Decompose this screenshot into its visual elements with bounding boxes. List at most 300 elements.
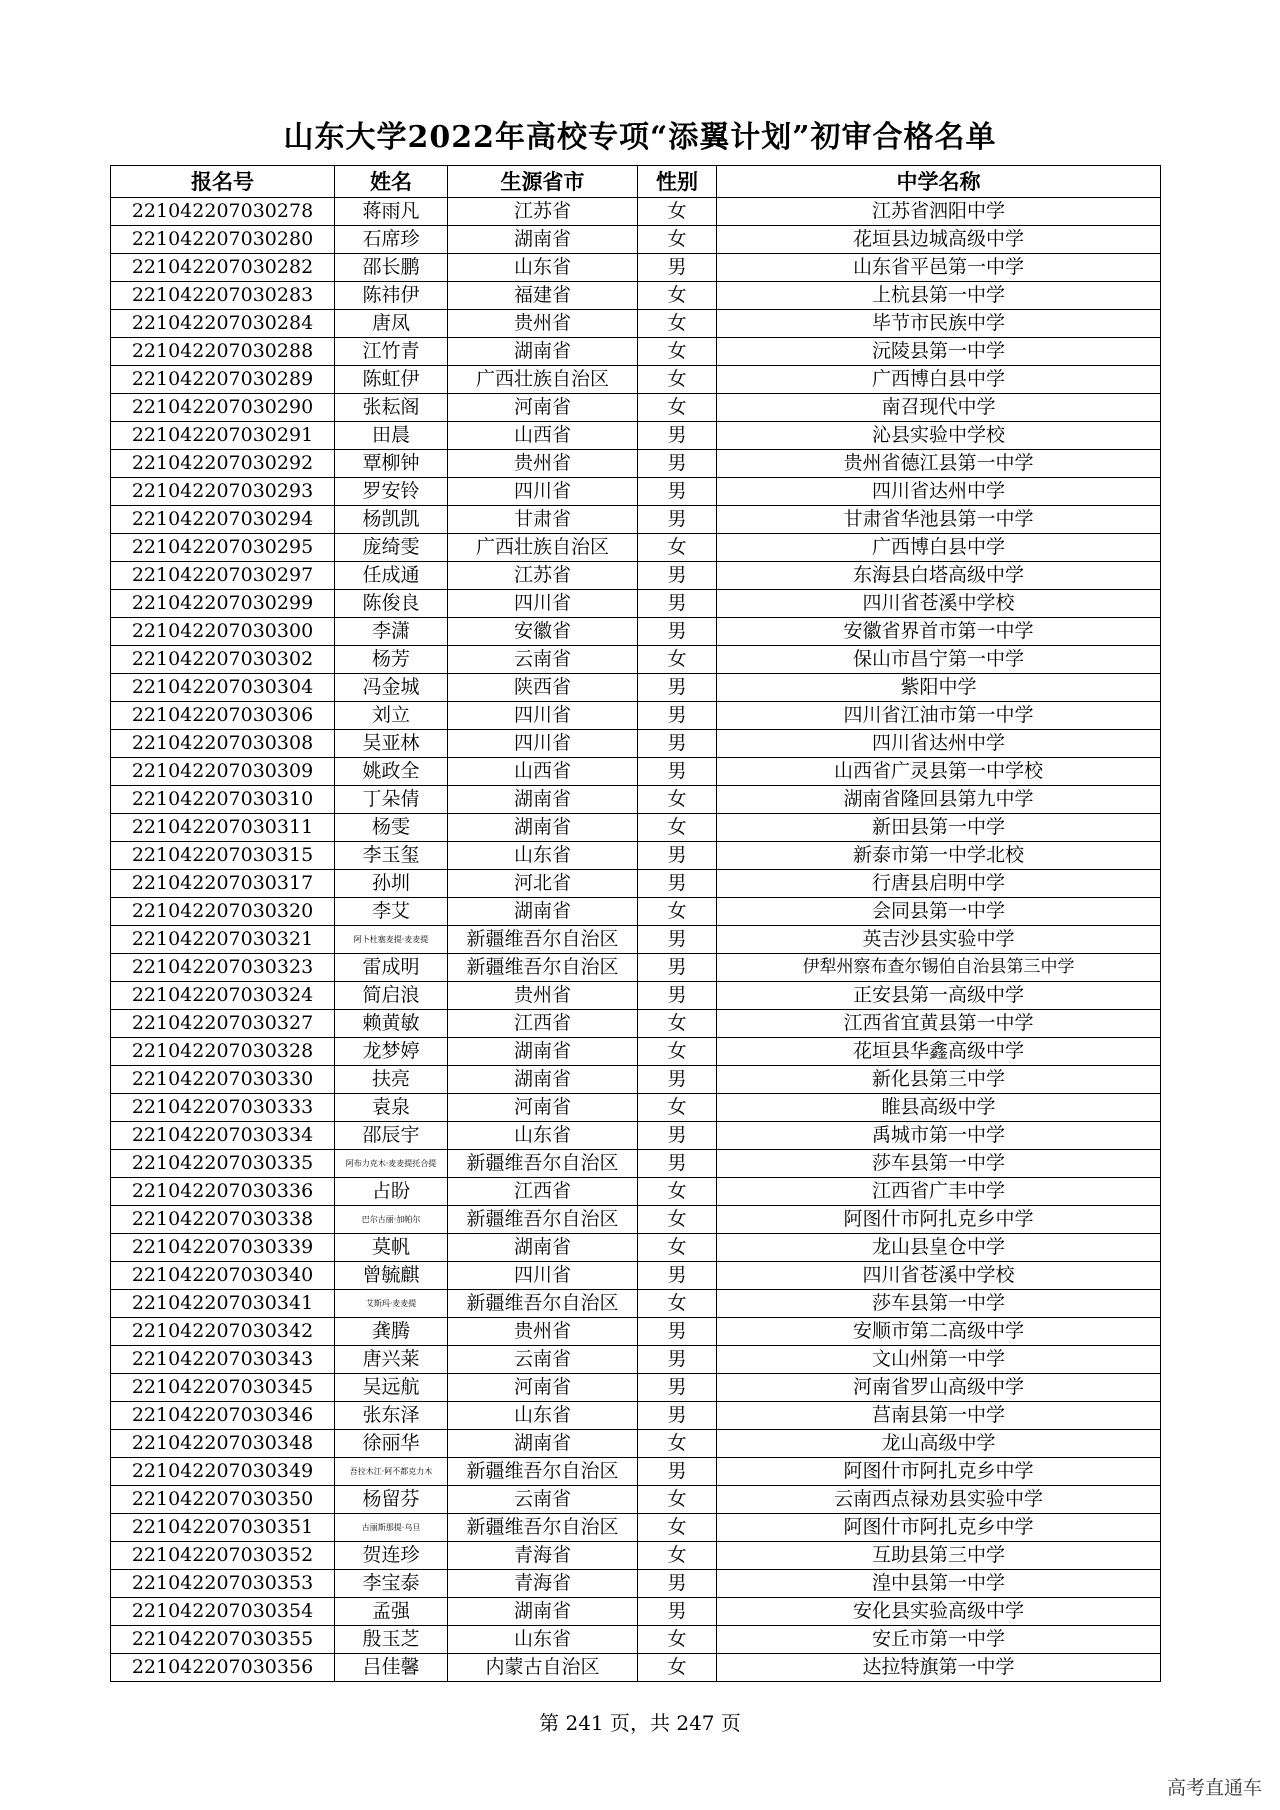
cell-name: 邵长鹏 bbox=[335, 254, 448, 282]
cell-school: 广西博白县中学 bbox=[717, 534, 1161, 562]
cell-registration-number: 221042207030335 bbox=[111, 1150, 335, 1178]
table-row bbox=[111, 954, 1161, 982]
cell-school: 山西省广灵县第一中学校 bbox=[717, 758, 1161, 786]
table-row bbox=[111, 1262, 1161, 1290]
cell-gender: 男 bbox=[638, 1150, 717, 1178]
cell-school: 文山州第一中学 bbox=[717, 1346, 1161, 1374]
cell-gender: 女 bbox=[638, 646, 717, 674]
cell-school: 东海县白塔高级中学 bbox=[717, 562, 1161, 590]
cell-gender: 男 bbox=[638, 450, 717, 478]
cell-province: 广西壮族自治区 bbox=[448, 366, 638, 394]
cell-registration-number: 221042207030278 bbox=[111, 198, 335, 226]
cell-school: 龙山县皇仓中学 bbox=[717, 1234, 1161, 1262]
cell-province: 云南省 bbox=[448, 1486, 638, 1514]
cell-school: 云南西点禄劝县实验中学 bbox=[717, 1486, 1161, 1514]
table-row bbox=[111, 590, 1161, 618]
cell-registration-number: 221042207030295 bbox=[111, 534, 335, 562]
table-row bbox=[111, 422, 1161, 450]
table-row bbox=[111, 1626, 1161, 1654]
cell-gender: 男 bbox=[638, 506, 717, 534]
cell-name: 吴亚林 bbox=[335, 730, 448, 758]
cell-name: 姚政全 bbox=[335, 758, 448, 786]
cell-province: 贵州省 bbox=[448, 450, 638, 478]
cell-gender: 男 bbox=[638, 1122, 717, 1150]
cell-school: 正安县第一高级中学 bbox=[717, 982, 1161, 1010]
cell-registration-number: 221042207030291 bbox=[111, 422, 335, 450]
cell-province: 河南省 bbox=[448, 394, 638, 422]
table-row bbox=[111, 702, 1161, 730]
cell-registration-number: 221042207030308 bbox=[111, 730, 335, 758]
table-row bbox=[111, 478, 1161, 506]
cell-school: 互助县第三中学 bbox=[717, 1542, 1161, 1570]
cell-name: 雷成明 bbox=[335, 954, 448, 982]
cell-registration-number: 221042207030336 bbox=[111, 1178, 335, 1206]
cell-registration-number: 221042207030351 bbox=[111, 1514, 335, 1542]
cell-name: 李玉玺 bbox=[335, 842, 448, 870]
page-number: 第 241 页，共 247 页 bbox=[539, 1711, 741, 1735]
cell-gender: 女 bbox=[638, 338, 717, 366]
cell-school: 四川省苍溪中学校 bbox=[717, 1262, 1161, 1290]
cell-province: 江西省 bbox=[448, 1178, 638, 1206]
cell-gender: 男 bbox=[638, 1066, 717, 1094]
cell-name: 贺连珍 bbox=[335, 1542, 448, 1570]
table-row bbox=[111, 646, 1161, 674]
cell-gender: 女 bbox=[638, 1010, 717, 1038]
table-row bbox=[111, 534, 1161, 562]
cell-registration-number: 221042207030311 bbox=[111, 814, 335, 842]
cell-registration-number: 221042207030288 bbox=[111, 338, 335, 366]
cell-registration-number: 221042207030280 bbox=[111, 226, 335, 254]
table-row bbox=[111, 1402, 1161, 1430]
cell-province: 江苏省 bbox=[448, 198, 638, 226]
cell-province: 新疆维吾尔自治区 bbox=[448, 1514, 638, 1542]
cell-province: 四川省 bbox=[448, 1262, 638, 1290]
table-row bbox=[111, 842, 1161, 870]
cell-gender: 女 bbox=[638, 310, 717, 338]
cell-province: 山东省 bbox=[448, 842, 638, 870]
cell-name: 刘立 bbox=[335, 702, 448, 730]
cell-province: 四川省 bbox=[448, 590, 638, 618]
cell-province: 山东省 bbox=[448, 1402, 638, 1430]
cell-registration-number: 221042207030339 bbox=[111, 1234, 335, 1262]
cell-province: 贵州省 bbox=[448, 1318, 638, 1346]
cell-province: 湖南省 bbox=[448, 1430, 638, 1458]
cell-gender: 男 bbox=[638, 618, 717, 646]
cell-name: 冯金城 bbox=[335, 674, 448, 702]
cell-name: 杨雯 bbox=[335, 814, 448, 842]
table-row bbox=[111, 758, 1161, 786]
cell-gender: 女 bbox=[638, 366, 717, 394]
cell-name: 蒋雨凡 bbox=[335, 198, 448, 226]
cell-gender: 男 bbox=[638, 590, 717, 618]
cell-province: 江西省 bbox=[448, 1010, 638, 1038]
cell-province: 四川省 bbox=[448, 730, 638, 758]
cell-province: 贵州省 bbox=[448, 982, 638, 1010]
table-row bbox=[111, 282, 1161, 310]
cell-registration-number: 221042207030346 bbox=[111, 1402, 335, 1430]
cell-gender: 女 bbox=[638, 1514, 717, 1542]
cell-name: 吾拉木江·阿不都克力木 bbox=[335, 1458, 448, 1486]
cell-registration-number: 221042207030349 bbox=[111, 1458, 335, 1486]
cell-name: 巴尔古丽·加帕尔 bbox=[335, 1206, 448, 1234]
cell-school: 莒南县第一中学 bbox=[717, 1402, 1161, 1430]
cell-province: 新疆维吾尔自治区 bbox=[448, 1290, 638, 1318]
cell-province: 四川省 bbox=[448, 478, 638, 506]
table-row bbox=[111, 1150, 1161, 1178]
cell-school: 沅陵县第一中学 bbox=[717, 338, 1161, 366]
cell-school: 花垣县华鑫高级中学 bbox=[717, 1038, 1161, 1066]
cell-gender: 男 bbox=[638, 478, 717, 506]
table-row bbox=[111, 1178, 1161, 1206]
table-row bbox=[111, 898, 1161, 926]
cell-name: 丁朵倩 bbox=[335, 786, 448, 814]
cell-gender: 女 bbox=[638, 1094, 717, 1122]
cell-name: 庞绮雯 bbox=[335, 534, 448, 562]
cell-gender: 女 bbox=[638, 226, 717, 254]
cell-registration-number: 221042207030315 bbox=[111, 842, 335, 870]
cell-registration-number: 221042207030327 bbox=[111, 1010, 335, 1038]
cell-name: 古丽斯那提·乌旦 bbox=[335, 1514, 448, 1542]
cell-name: 龙梦婷 bbox=[335, 1038, 448, 1066]
cell-registration-number: 221042207030338 bbox=[111, 1206, 335, 1234]
cell-school: 睢县高级中学 bbox=[717, 1094, 1161, 1122]
cell-school: 龙山高级中学 bbox=[717, 1430, 1161, 1458]
cell-school: 四川省江油市第一中学 bbox=[717, 702, 1161, 730]
cell-registration-number: 221042207030330 bbox=[111, 1066, 335, 1094]
table-row bbox=[111, 1374, 1161, 1402]
table-row bbox=[111, 226, 1161, 254]
cell-gender: 女 bbox=[638, 898, 717, 926]
cell-school: 达拉特旗第一中学 bbox=[717, 1654, 1161, 1682]
table-row bbox=[111, 1066, 1161, 1094]
cell-gender: 男 bbox=[638, 758, 717, 786]
table-row bbox=[111, 1654, 1161, 1682]
table-row bbox=[111, 1010, 1161, 1038]
table-row bbox=[111, 1122, 1161, 1150]
cell-school: 山东省平邑第一中学 bbox=[717, 254, 1161, 282]
cell-gender: 女 bbox=[638, 1654, 717, 1682]
cell-school: 江西省广丰中学 bbox=[717, 1178, 1161, 1206]
cell-province: 新疆维吾尔自治区 bbox=[448, 1150, 638, 1178]
table-body bbox=[111, 198, 1161, 1682]
column-header-province: 生源省市 bbox=[448, 166, 638, 198]
table-row bbox=[111, 1598, 1161, 1626]
cell-name: 占盼 bbox=[335, 1178, 448, 1206]
table-row bbox=[111, 450, 1161, 478]
cell-gender: 女 bbox=[638, 394, 717, 422]
table-row bbox=[111, 1318, 1161, 1346]
cell-registration-number: 221042207030334 bbox=[111, 1122, 335, 1150]
cell-name: 赖黄敏 bbox=[335, 1010, 448, 1038]
cell-province: 安徽省 bbox=[448, 618, 638, 646]
cell-school: 紫阳中学 bbox=[717, 674, 1161, 702]
cell-registration-number: 221042207030299 bbox=[111, 590, 335, 618]
cell-school: 阿图什市阿扎克乡中学 bbox=[717, 1514, 1161, 1542]
cell-name: 阿布力克木·麦麦提托合提 bbox=[335, 1150, 448, 1178]
table-header-row bbox=[111, 166, 1161, 198]
table-row bbox=[111, 1094, 1161, 1122]
cell-gender: 男 bbox=[638, 842, 717, 870]
cell-school: 湟中县第一中学 bbox=[717, 1570, 1161, 1598]
table-row bbox=[111, 1290, 1161, 1318]
cell-registration-number: 221042207030290 bbox=[111, 394, 335, 422]
cell-school: 禹城市第一中学 bbox=[717, 1122, 1161, 1150]
table-row bbox=[111, 926, 1161, 954]
cell-name: 袁泉 bbox=[335, 1094, 448, 1122]
cell-gender: 男 bbox=[638, 1346, 717, 1374]
cell-school: 毕节市民族中学 bbox=[717, 310, 1161, 338]
cell-name: 张耘阁 bbox=[335, 394, 448, 422]
cell-province: 陕西省 bbox=[448, 674, 638, 702]
table-row bbox=[111, 310, 1161, 338]
cell-name: 田晨 bbox=[335, 422, 448, 450]
cell-school: 阿图什市阿扎克乡中学 bbox=[717, 1458, 1161, 1486]
cell-registration-number: 221042207030292 bbox=[111, 450, 335, 478]
cell-province: 福建省 bbox=[448, 282, 638, 310]
cell-gender: 男 bbox=[638, 1598, 717, 1626]
table-row bbox=[111, 366, 1161, 394]
cell-school: 会同县第一中学 bbox=[717, 898, 1161, 926]
cell-province: 湖南省 bbox=[448, 1598, 638, 1626]
cell-registration-number: 221042207030356 bbox=[111, 1654, 335, 1682]
cell-name: 杨凯凯 bbox=[335, 506, 448, 534]
column-header-registration-number: 报名号 bbox=[111, 166, 335, 198]
cell-name: 扶亮 bbox=[335, 1066, 448, 1094]
cell-province: 青海省 bbox=[448, 1570, 638, 1598]
cell-name: 陈祎伊 bbox=[335, 282, 448, 310]
cell-gender: 男 bbox=[638, 422, 717, 450]
cell-registration-number: 221042207030341 bbox=[111, 1290, 335, 1318]
cell-registration-number: 221042207030350 bbox=[111, 1486, 335, 1514]
cell-name: 莫帆 bbox=[335, 1234, 448, 1262]
cell-school: 新泰市第一中学北校 bbox=[717, 842, 1161, 870]
cell-registration-number: 221042207030310 bbox=[111, 786, 335, 814]
table-row bbox=[111, 1430, 1161, 1458]
cell-province: 湖南省 bbox=[448, 814, 638, 842]
cell-registration-number: 221042207030328 bbox=[111, 1038, 335, 1066]
cell-school: 安丘市第一中学 bbox=[717, 1626, 1161, 1654]
cell-registration-number: 221042207030320 bbox=[111, 898, 335, 926]
cell-registration-number: 221042207030297 bbox=[111, 562, 335, 590]
cell-school: 河南省罗山高级中学 bbox=[717, 1374, 1161, 1402]
cell-gender: 男 bbox=[638, 254, 717, 282]
cell-gender: 男 bbox=[638, 1570, 717, 1598]
cell-registration-number: 221042207030289 bbox=[111, 366, 335, 394]
cell-school: 江苏省泗阳中学 bbox=[717, 198, 1161, 226]
cell-name: 杨芳 bbox=[335, 646, 448, 674]
table-row bbox=[111, 506, 1161, 534]
cell-name: 李艾 bbox=[335, 898, 448, 926]
table-row bbox=[111, 254, 1161, 282]
table-row bbox=[111, 1234, 1161, 1262]
column-header-school: 中学名称 bbox=[717, 166, 1161, 198]
cell-province: 新疆维吾尔自治区 bbox=[448, 926, 638, 954]
cell-gender: 男 bbox=[638, 982, 717, 1010]
cell-gender: 男 bbox=[638, 870, 717, 898]
column-header-gender: 性别 bbox=[638, 166, 717, 198]
cell-gender: 女 bbox=[638, 1178, 717, 1206]
cell-province: 云南省 bbox=[448, 1346, 638, 1374]
cell-name: 殷玉芝 bbox=[335, 1626, 448, 1654]
cell-registration-number: 221042207030300 bbox=[111, 618, 335, 646]
cell-registration-number: 221042207030293 bbox=[111, 478, 335, 506]
table-row bbox=[111, 1346, 1161, 1374]
cell-gender: 男 bbox=[638, 1402, 717, 1430]
table-row bbox=[111, 870, 1161, 898]
cell-province: 甘肃省 bbox=[448, 506, 638, 534]
table-row bbox=[111, 1514, 1161, 1542]
table-row bbox=[111, 618, 1161, 646]
table-row bbox=[111, 674, 1161, 702]
cell-school: 莎车县第一中学 bbox=[717, 1150, 1161, 1178]
cell-name: 吕佳馨 bbox=[335, 1654, 448, 1682]
cell-gender: 女 bbox=[638, 1234, 717, 1262]
cell-province: 云南省 bbox=[448, 646, 638, 674]
cell-gender: 女 bbox=[638, 282, 717, 310]
cell-name: 石席珍 bbox=[335, 226, 448, 254]
cell-name: 李潇 bbox=[335, 618, 448, 646]
cell-name: 艾斯玛·麦麦提 bbox=[335, 1290, 448, 1318]
cell-gender: 女 bbox=[638, 534, 717, 562]
cell-name: 简启浪 bbox=[335, 982, 448, 1010]
cell-school: 安顺市第二高级中学 bbox=[717, 1318, 1161, 1346]
cell-province: 湖南省 bbox=[448, 1234, 638, 1262]
table-row bbox=[111, 1206, 1161, 1234]
cell-school: 安徽省界首市第一中学 bbox=[717, 618, 1161, 646]
table-row bbox=[111, 394, 1161, 422]
cell-gender: 男 bbox=[638, 954, 717, 982]
cell-gender: 女 bbox=[638, 1542, 717, 1570]
cell-name: 吴远航 bbox=[335, 1374, 448, 1402]
table-row bbox=[111, 1458, 1161, 1486]
cell-registration-number: 221042207030284 bbox=[111, 310, 335, 338]
cell-name: 龚腾 bbox=[335, 1318, 448, 1346]
cell-school: 新化县第三中学 bbox=[717, 1066, 1161, 1094]
cell-province: 河北省 bbox=[448, 870, 638, 898]
cell-province: 四川省 bbox=[448, 702, 638, 730]
table-row bbox=[111, 1486, 1161, 1514]
cell-province: 湖南省 bbox=[448, 226, 638, 254]
cell-name: 任成通 bbox=[335, 562, 448, 590]
cell-school: 甘肃省华池县第一中学 bbox=[717, 506, 1161, 534]
cell-registration-number: 221042207030317 bbox=[111, 870, 335, 898]
cell-name: 徐丽华 bbox=[335, 1430, 448, 1458]
table-row bbox=[111, 1542, 1161, 1570]
cell-name: 陈虹伊 bbox=[335, 366, 448, 394]
cell-gender: 男 bbox=[638, 1458, 717, 1486]
cell-name: 唐凤 bbox=[335, 310, 448, 338]
cell-name: 李宝泰 bbox=[335, 1570, 448, 1598]
cell-province: 广西壮族自治区 bbox=[448, 534, 638, 562]
cell-gender: 女 bbox=[638, 1290, 717, 1318]
cell-province: 湖南省 bbox=[448, 786, 638, 814]
cell-province: 湖南省 bbox=[448, 1066, 638, 1094]
cell-registration-number: 221042207030309 bbox=[111, 758, 335, 786]
cell-school: 上杭县第一中学 bbox=[717, 282, 1161, 310]
cell-province: 新疆维吾尔自治区 bbox=[448, 954, 638, 982]
column-header-name: 姓名 bbox=[335, 166, 448, 198]
cell-province: 河南省 bbox=[448, 1094, 638, 1122]
table-row bbox=[111, 814, 1161, 842]
cell-school: 阿图什市阿扎克乡中学 bbox=[717, 1206, 1161, 1234]
cell-school: 四川省苍溪中学校 bbox=[717, 590, 1161, 618]
cell-gender: 女 bbox=[638, 1038, 717, 1066]
cell-school: 沁县实验中学校 bbox=[717, 422, 1161, 450]
cell-province: 江苏省 bbox=[448, 562, 638, 590]
cell-province: 湖南省 bbox=[448, 338, 638, 366]
cell-name: 罗安铃 bbox=[335, 478, 448, 506]
cell-registration-number: 221042207030342 bbox=[111, 1318, 335, 1346]
cell-gender: 女 bbox=[638, 814, 717, 842]
cell-gender: 男 bbox=[638, 1318, 717, 1346]
cell-province: 内蒙古自治区 bbox=[448, 1654, 638, 1682]
cell-province: 青海省 bbox=[448, 1542, 638, 1570]
cell-registration-number: 221042207030304 bbox=[111, 674, 335, 702]
cell-registration-number: 221042207030352 bbox=[111, 1542, 335, 1570]
cell-school: 贵州省德江县第一中学 bbox=[717, 450, 1161, 478]
cell-registration-number: 221042207030283 bbox=[111, 282, 335, 310]
cell-registration-number: 221042207030343 bbox=[111, 1346, 335, 1374]
cell-school: 伊犁州察布查尔锡伯自治县第三中学 bbox=[717, 954, 1161, 982]
cell-name: 曾毓麒 bbox=[335, 1262, 448, 1290]
table-row bbox=[111, 982, 1161, 1010]
cell-school: 保山市昌宁第一中学 bbox=[717, 646, 1161, 674]
cell-school: 广西博白县中学 bbox=[717, 366, 1161, 394]
cell-province: 新疆维吾尔自治区 bbox=[448, 1458, 638, 1486]
cell-gender: 女 bbox=[638, 198, 717, 226]
cell-gender: 男 bbox=[638, 730, 717, 758]
cell-school: 行唐县启明中学 bbox=[717, 870, 1161, 898]
document-title: 山东大学2022年高校专项“添翼计划”初审合格名单 bbox=[283, 120, 997, 155]
table-row bbox=[111, 338, 1161, 366]
cell-name: 覃柳钟 bbox=[335, 450, 448, 478]
cell-name: 孙圳 bbox=[335, 870, 448, 898]
cell-name: 唐兴莱 bbox=[335, 1346, 448, 1374]
cell-gender: 男 bbox=[638, 562, 717, 590]
cell-registration-number: 221042207030324 bbox=[111, 982, 335, 1010]
cell-gender: 女 bbox=[638, 786, 717, 814]
cell-school: 四川省达州中学 bbox=[717, 478, 1161, 506]
cell-province: 贵州省 bbox=[448, 310, 638, 338]
cell-registration-number: 221042207030294 bbox=[111, 506, 335, 534]
cell-gender: 男 bbox=[638, 1262, 717, 1290]
cell-gender: 男 bbox=[638, 674, 717, 702]
cell-province: 山西省 bbox=[448, 758, 638, 786]
cell-gender: 女 bbox=[638, 1626, 717, 1654]
cell-registration-number: 221042207030345 bbox=[111, 1374, 335, 1402]
cell-school: 英吉沙县实验中学 bbox=[717, 926, 1161, 954]
cell-province: 山东省 bbox=[448, 1122, 638, 1150]
cell-gender: 男 bbox=[638, 926, 717, 954]
cell-school: 新田县第一中学 bbox=[717, 814, 1161, 842]
cell-school: 安化县实验高级中学 bbox=[717, 1598, 1161, 1626]
table-row bbox=[111, 730, 1161, 758]
cell-name: 阿卜杜塞麦提·麦麦提 bbox=[335, 926, 448, 954]
cell-school: 湖南省隆回县第九中学 bbox=[717, 786, 1161, 814]
cell-name: 陈俊良 bbox=[335, 590, 448, 618]
cell-province: 湖南省 bbox=[448, 1038, 638, 1066]
table-row bbox=[111, 1570, 1161, 1598]
cell-registration-number: 221042207030302 bbox=[111, 646, 335, 674]
roster-table bbox=[110, 165, 1161, 1682]
table-row bbox=[111, 198, 1161, 226]
table-row bbox=[111, 1038, 1161, 1066]
cell-school: 江西省宜黄县第一中学 bbox=[717, 1010, 1161, 1038]
table-row bbox=[111, 786, 1161, 814]
cell-registration-number: 221042207030354 bbox=[111, 1598, 335, 1626]
cell-name: 张东泽 bbox=[335, 1402, 448, 1430]
cell-school: 南召现代中学 bbox=[717, 394, 1161, 422]
